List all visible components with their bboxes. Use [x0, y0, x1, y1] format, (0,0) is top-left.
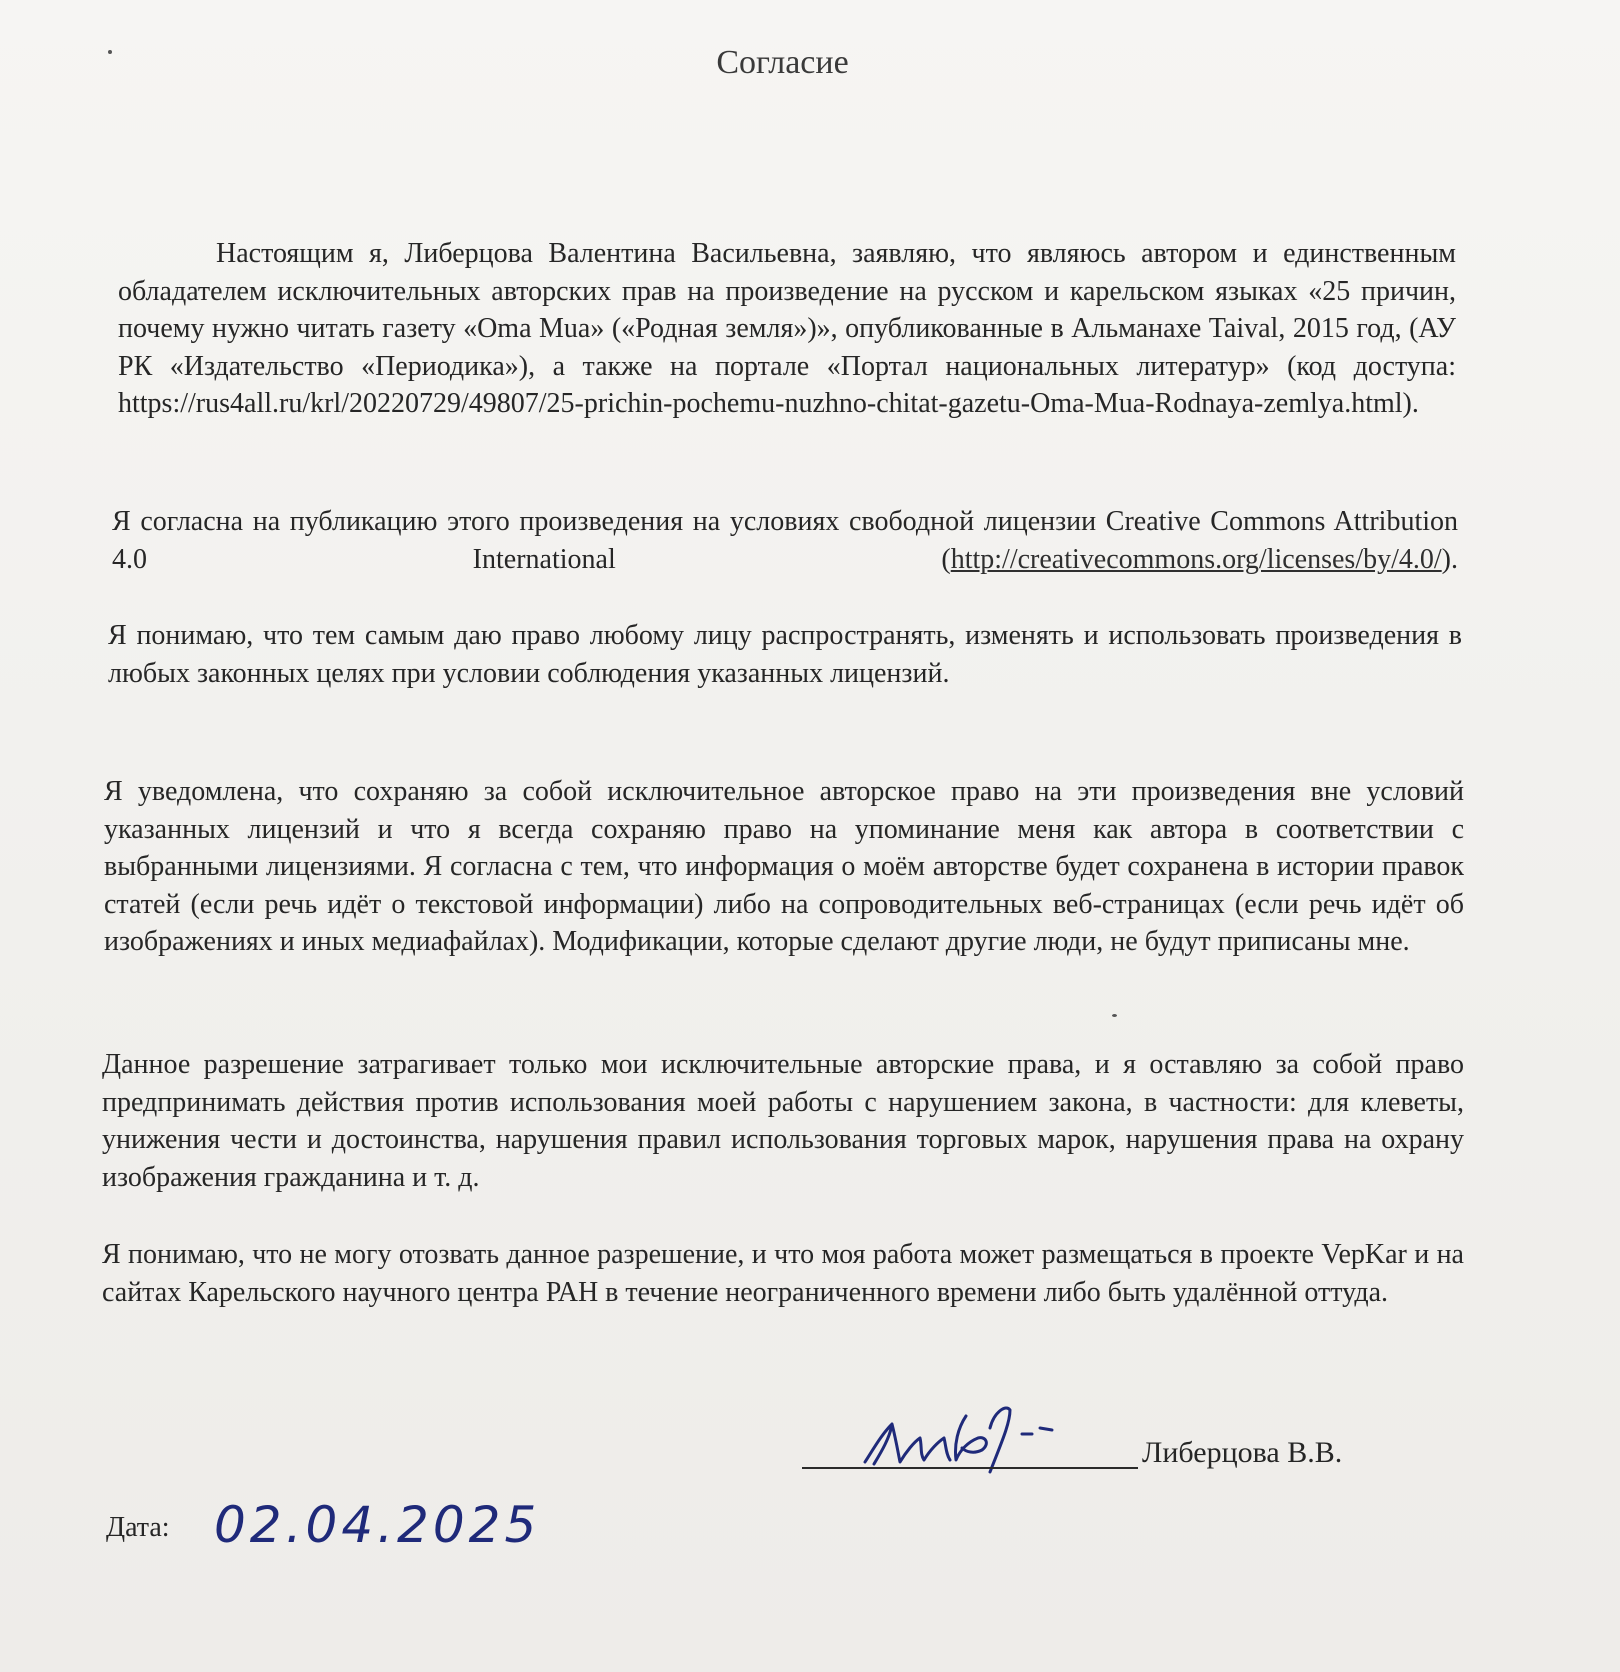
paragraph-author-statement: Настоящим я, Либерцова Валентина Васильевна, заявляю, что являюсь автором и единственным обладателем исключительных авторских прав на произведение на русском и карельском языках «25 причин, почему нужно читать газету «Oma Mua» («Родная земля»)», опубликованные в Альманахе Taival, 2015 год, (АУ РК «Издательство «Периодика»), а также на портале «Портал национальных литератур» (код доступа: https://rus4all.ru/krl/20220729/49807/25-prichin-pochemu-nuzhno-chitat-gazetu-Oma-Mua-Rodnaya-zemlya.html).: [118, 238, 1456, 419]
paragraph-irrevocable: Я понимаю, что не могу отозвать данное разрешение, и что моя работа может размещаться в проекте VepKar и на сайтах Карельского научного центра РАН в течение неограниченного времени либо быть удалённой оттуда.: [102, 1239, 1464, 1308]
paragraph-rights-scope: Данное разрешение затрагивает только мои исключительные авторские права, и я оставляю за собой право предпринимать действия против использования моей работы с нарушением закона, в частности: для клеветы, унижения чести и достоинства, нарушения правил использования торговых марок, нарушения права на охрану изображения гражданина и т. д.: [102, 1049, 1464, 1193]
license-link[interactable]: http://creativecommons.org/licenses/by/4.0/: [950, 543, 1442, 575]
date-value: 02.04.2025: [214, 1496, 541, 1554]
paper-speck: [1112, 1014, 1117, 1017]
handwritten-signature: [840, 1388, 1090, 1484]
document-title: Согласие: [716, 44, 849, 81]
signatory-name: Либерцова В.В.: [1142, 1436, 1343, 1469]
license-text: Я согласна на публикацию этого произведения на условиях свободной лицензии Creative Commons Attribution 4.0 International (: [112, 506, 1458, 575]
date-label: Дата:: [106, 1512, 170, 1543]
signature-line: [802, 1467, 1138, 1469]
paragraph-understanding: Я понимаю, что тем самым даю право любому лицу распространять, изменять и использовать произведения в любых законных целях при условии соблюдения указанных лицензий.: [108, 620, 1462, 689]
license-text-end: ).: [1441, 543, 1458, 575]
paper-speck: [108, 50, 112, 54]
paragraph-license-consent: [112, 503, 1458, 578]
paragraph-notification: Я уведомлена, что сохраняю за собой исключительное авторское право на эти произведения вне условий указанных лицензий и что я всегда сохраняю право на упоминание меня как автора в соответствии с выбранными лицензиями. Я согласна с тем, что информация о моём авторстве будет сохранена в истории правок статей (если речь идёт о текстовой информации) либо на сопроводительных веб-страницах (если речь идёт об изображениях и иных медиафайлах). Модификации, которые сделают другие люди, не будут приписаны мне.: [104, 776, 1464, 957]
